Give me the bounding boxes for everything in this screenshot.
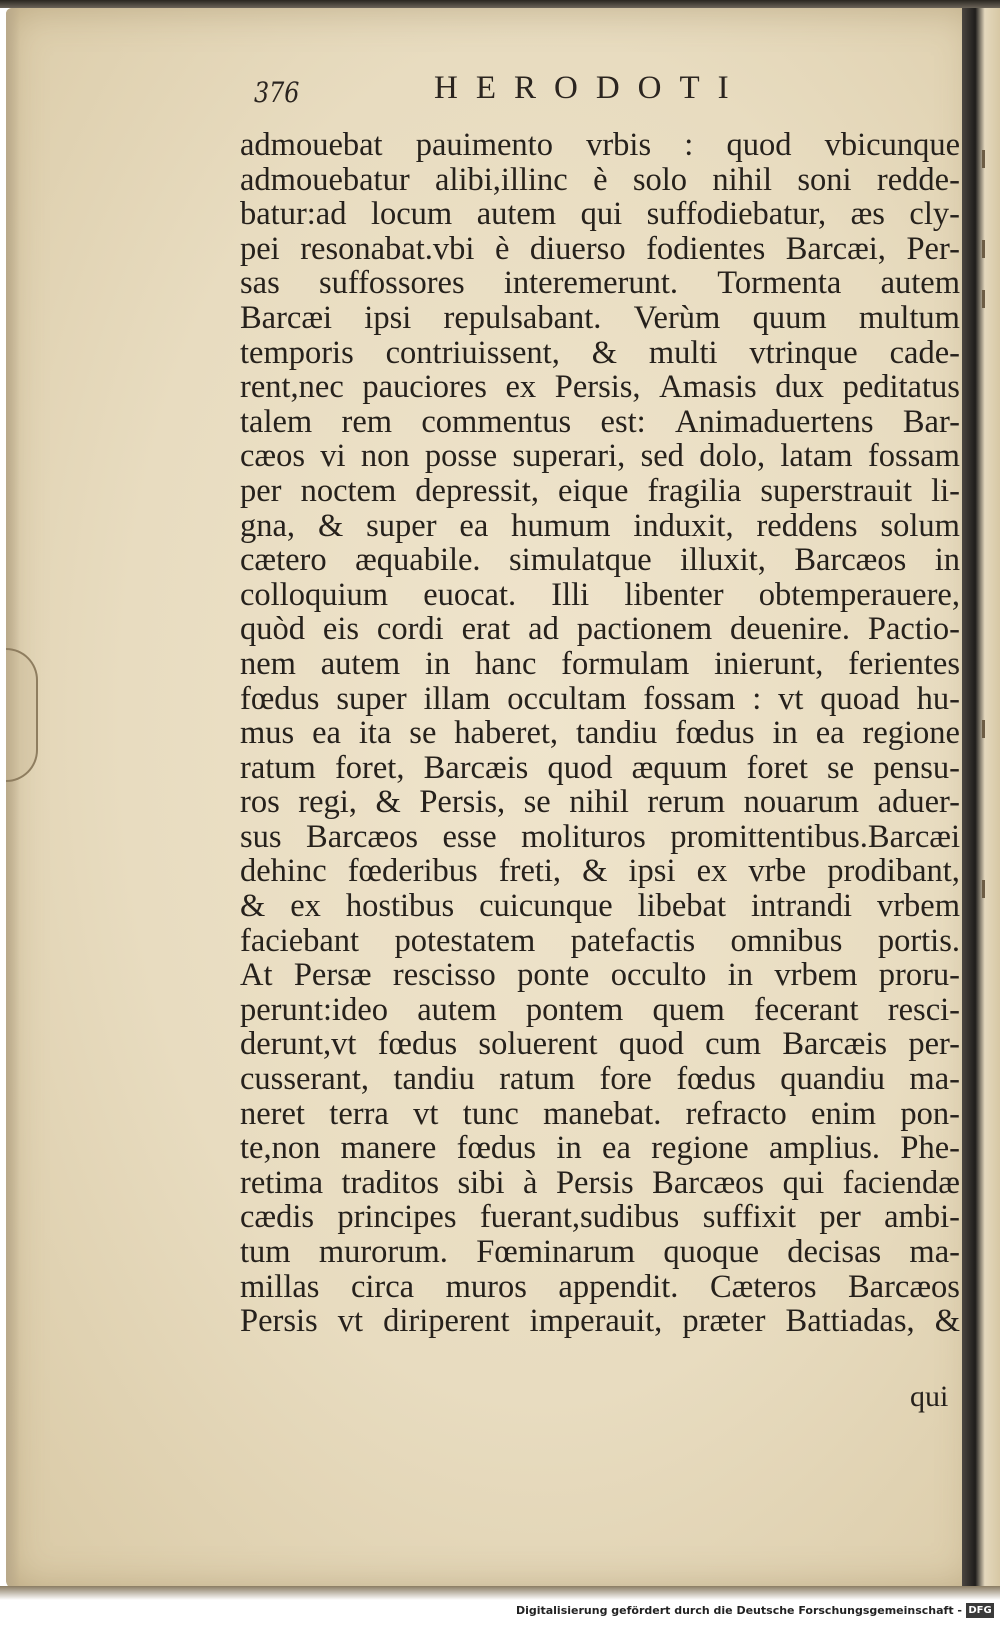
body-text [240,128,960,1339]
text-line: admouebatur alibi,illinc è solo nihil soni redde- [240,161,960,198]
text-line: dehinc fœderibus freti, & ipsi ex vrbe prodibant, [240,853,960,890]
text-line: ros regi, & Persis, se nihil rerum nouarum aduer- [240,784,960,821]
text-line: Barcæi ipsi repulsabant. Verùm quum multum [240,299,960,336]
text-line: ratum foret, Barcæis quod æquum foret se pensu- [240,749,960,786]
gutter-mark [982,150,985,168]
dfg-logo: DFG [966,1603,994,1618]
text-line: tum murorum. Fœminarum quoque decisas ma- [240,1234,960,1270]
gutter-mark [982,880,985,898]
text-line: te,non manere fœdus in ea regione amplius. Phe- [240,1130,960,1167]
text-line: Persis vt diriperent imperauit, præter Battiadas, & [240,1303,960,1340]
gutter-mark [982,290,985,308]
page-number: 376 [254,76,300,109]
page-fore-edge-shadow [6,8,20,1590]
text-line: sus Barcæos esse molituros promittentibus.Barcæi [240,818,960,855]
gutter-mark [982,240,985,258]
gutter-mark [982,720,985,738]
text-line: cætero æquabile. simulatque illuxit, Barcæos in [240,542,960,579]
text-line: temporis contriuissent, & multi vtrinque cade- [240,334,960,371]
page-clasp-mark [6,648,38,782]
text-line: pei resonabat.vbi è diuerso fodientes Barcæi, Per- [240,230,960,267]
running-title: HERODOTI [434,70,747,106]
text-line: sas suffossores interemerunt. Tormenta autem [240,265,960,302]
text-line: admouebat pauimento vrbis : quod vbicunque [240,127,960,163]
text-line: mus ea ita se haberet, tandiu fœdus in ea regione [240,715,960,752]
text-line: At Persæ rescisso ponte occulto in vrbem proru- [240,957,960,994]
text-line: retima traditos sibi à Persis Barcæos qui faciendæ [240,1164,960,1201]
text-line: derunt,vt fœdus soluerent quod cum Barcæis per- [240,1026,960,1063]
text-line: perunt:ideo autem pontem quem fecerant resci- [240,991,960,1028]
text-line: neret terra vt tunc manebat. refracto enim pon- [240,1095,960,1132]
book-bottom-edge [0,1586,1000,1600]
text-line: cædis principes fuerant,sudibus suffixit per ambi- [240,1199,960,1236]
text-line: batur:ad locum autem qui suffodiebatur, æs cly- [240,196,960,233]
text-line: colloquium euocat. Illi libenter obtemperauere, [240,576,960,613]
text-line: millas circa muros appendit. Cæteros Barcæos [240,1268,960,1305]
footer-bar [0,1600,1000,1625]
text-line: & ex hostibus cuicunque libebat intrandi vrbem [240,888,960,925]
book-top-edge [0,0,1000,8]
page-header [254,70,954,120]
text-line: cusserant, tandiu ratum fore fœdus quandiu ma- [240,1061,960,1098]
text-line: fœdus super illam occultam fossam : vt quoad hu- [240,680,960,717]
text-line: rent,nec pauciores ex Persis, Amasis dux peditatus [240,369,960,406]
text-line: quòd eis cordi erat ad pactionem deuenire. Pactio- [240,611,960,648]
text-line: per noctem depressit, eique fragilia superstrauit li- [240,472,960,509]
text-line: talem rem commentus est: Animaduertens Bar- [240,403,960,440]
book-gutter [962,8,1000,1590]
funding-note: Digitalisierung gefördert durch die Deutsche Forschungsgemeinschaft - [515,1604,962,1617]
text-line: gna, & super ea humum induxit, reddens solum [240,507,960,544]
text-line: faciebant potestatem patefactis omnibus portis. [240,922,960,959]
text-line: nem autem in hanc formulam inierunt, ferientes [240,645,960,682]
catchword: qui [910,1380,949,1413]
text-line: cæos vi non posse superari, sed dolo, latam fossam [240,438,960,475]
